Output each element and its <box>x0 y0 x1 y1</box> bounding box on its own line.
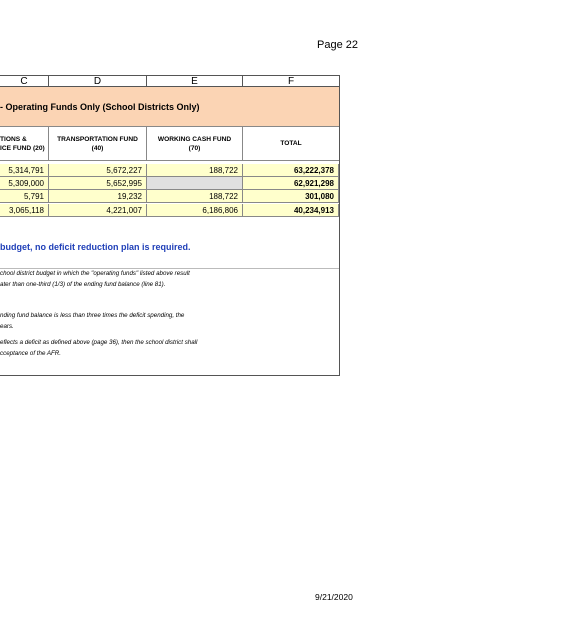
table-cell: 5,672,227 <box>49 164 147 177</box>
table-cell: 188,722 <box>147 164 243 177</box>
table-row <box>0 177 339 190</box>
print-date: 9/21/2020 <box>315 592 353 602</box>
header-working-cash-fund <box>147 127 243 161</box>
table-cell-total: 301,080 <box>243 190 339 203</box>
table-cell: 188,722 <box>147 190 243 203</box>
table-cell-empty <box>147 177 243 190</box>
note-line: cceptance of the AFR. <box>0 350 61 357</box>
section-banner <box>0 87 339 127</box>
note-line: chool district budget in which the "operating funds" listed above result <box>0 270 190 277</box>
header-line: TOTAL <box>280 140 302 147</box>
header-line: WORKING CASH FUND <box>157 135 232 143</box>
note-line: ears. <box>0 323 14 330</box>
note-line: ater than one-third (1/3) of the ending fund balance (line 81). <box>0 281 166 288</box>
spreadsheet-region <box>0 75 340 376</box>
deficit-status-message: budget, no deficit reduction plan is required. <box>0 242 191 252</box>
column-letter-bar <box>0 75 340 87</box>
table-cell-total: 63,222,378 <box>243 164 339 177</box>
table-cell: 19,232 <box>49 190 147 203</box>
header-line: TIONS & <box>0 135 27 143</box>
table-cell: 5,791 <box>0 190 49 203</box>
header-debt-service-fund <box>0 127 49 161</box>
note-line: nding fund balance is less than three times the deficit spending, the <box>0 312 185 319</box>
header-line: (40) <box>91 144 104 152</box>
column-letter-f: F <box>287 76 295 87</box>
page-number: Page 22 <box>317 39 358 51</box>
header-line: ICE FUND (20) <box>0 144 45 152</box>
note-line: eflects a deficit as defined above (page 36), then the school district shall <box>0 339 198 346</box>
table-cell: 3,065,118 <box>0 204 49 217</box>
table-cell-total: 62,921,298 <box>243 177 339 190</box>
table-cell-total: 40,234,913 <box>243 204 339 217</box>
header-line: TRANSPORTATION FUND <box>57 135 138 143</box>
header-transportation-fund <box>49 127 147 161</box>
column-letter-e: E <box>147 76 243 87</box>
table-row <box>0 204 339 217</box>
table-cell: 4,221,007 <box>49 204 147 217</box>
table-row <box>0 190 339 203</box>
table-cell: 6,186,806 <box>147 204 243 217</box>
column-letter-c: C <box>0 76 49 87</box>
table-row <box>0 164 339 177</box>
table-cell: 5,652,995 <box>49 177 147 190</box>
header-total <box>243 127 339 161</box>
column-letter-d: D <box>49 76 147 87</box>
header-line: (70) <box>188 144 201 152</box>
section-title: - Operating Funds Only (School Districts Only) <box>0 102 200 112</box>
table-cell: 5,309,000 <box>0 177 49 190</box>
table-cell: 5,314,791 <box>0 164 49 177</box>
